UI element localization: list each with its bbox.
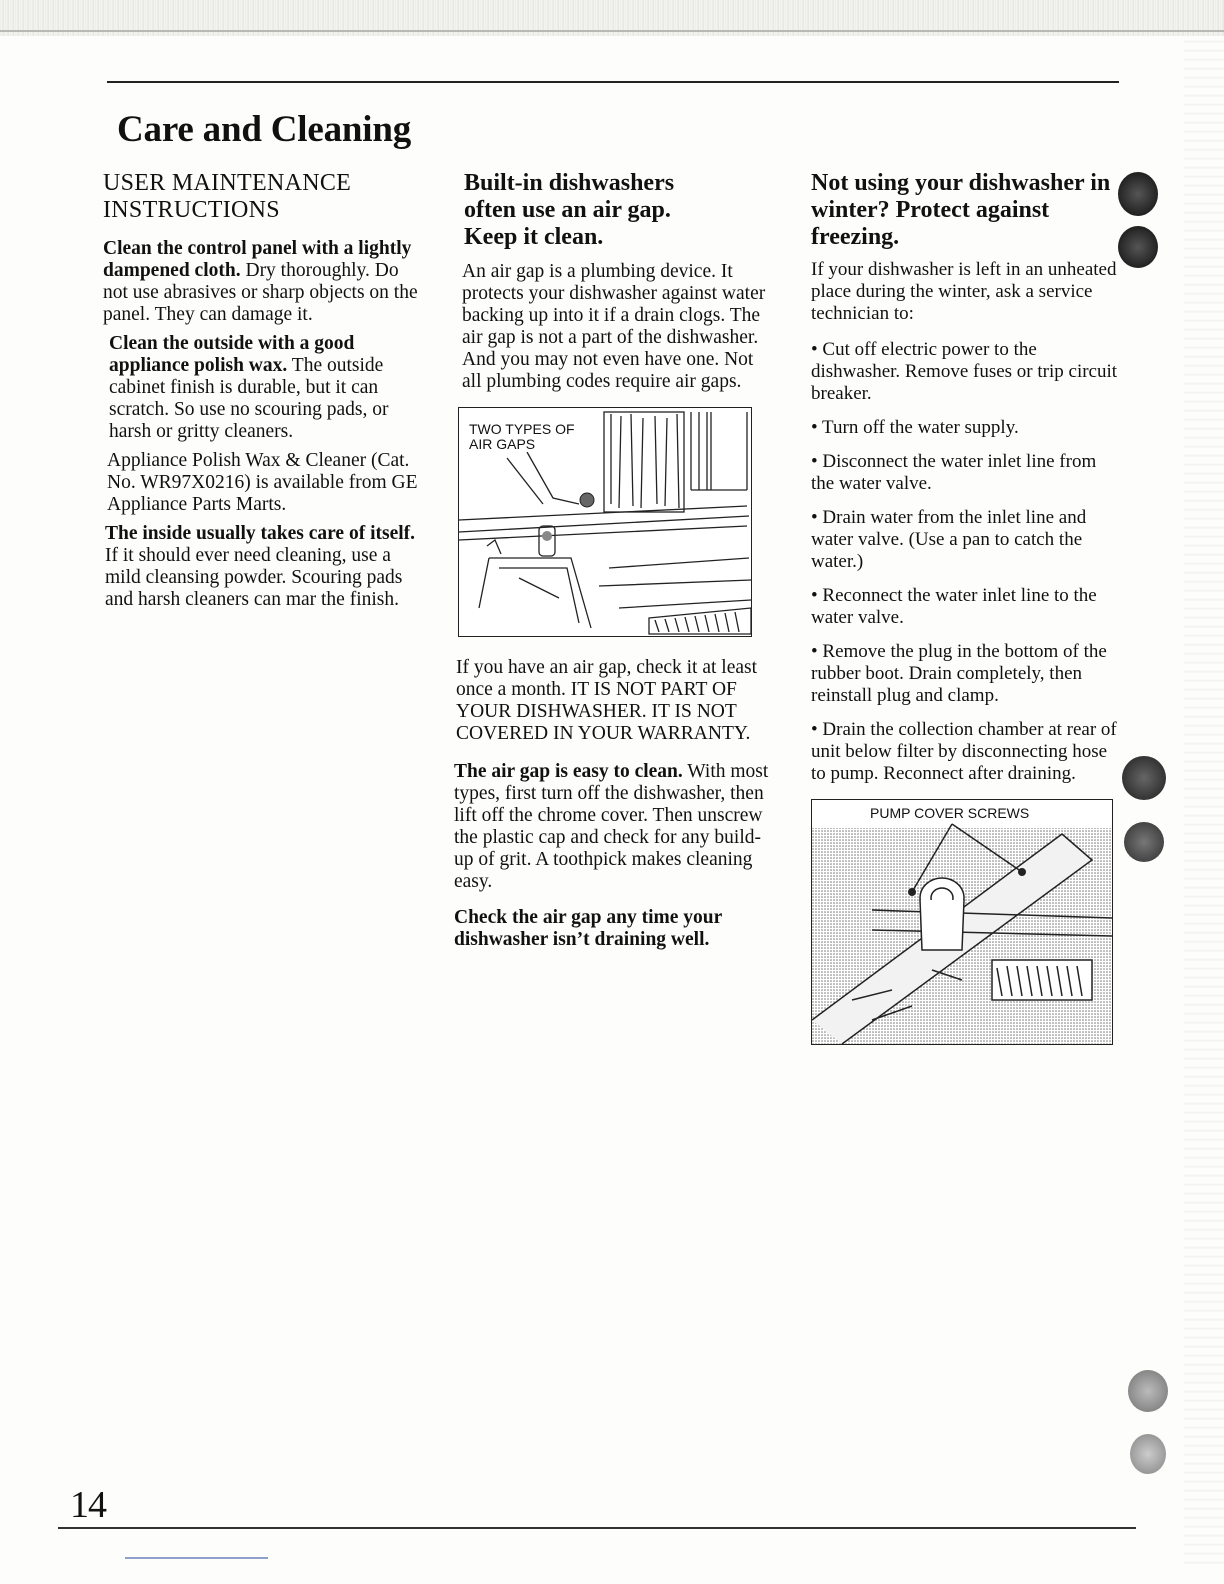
text-control-panel: Dry thoroughly. Do not use abrasives or sharp objects on the panel. They can damage it. — [103, 260, 418, 325]
scan-line-bottom — [125, 1557, 268, 1559]
figure-label-pump-cover: PUMP COVER SCREWS — [870, 805, 1030, 821]
footer-rule — [58, 1527, 1136, 1529]
paragraph-outside — [109, 333, 423, 443]
bullet-reconnect-inlet: • Reconnect the water inlet line to the water valve. — [811, 585, 1097, 628]
binder-dot-4 — [1124, 822, 1164, 862]
scan-line-top — [0, 30, 1224, 32]
binder-dot-1 — [1118, 172, 1158, 216]
lead-control-panel: Clean the control panel with a lightly dampened cloth. — [103, 238, 412, 281]
lead-inside: The inside usually takes care of itself. — [105, 523, 416, 544]
paragraph-inside — [105, 523, 423, 611]
paragraph-winter-intro: If your dishwasher is left in an unheated place during the winter, ask a service technician to: — [811, 259, 1117, 324]
column-air-gap — [454, 170, 774, 958]
scan-artifact-right — [1184, 40, 1224, 1570]
bullet-disconnect-inlet: • Disconnect the water inlet line from the water valve. — [811, 451, 1097, 494]
paragraph-check-monthly: If you have an air gap, check it at least once a month. IT IS NOT PART OF YOUR DISHWASHER. IT IS NOT COVERED IN YOUR WARRANTY. — [456, 657, 758, 744]
paragraph-check-draining: Check the air gap any time your dishwasher isn’t draining well. — [454, 907, 722, 950]
pump-cover-illustration — [812, 800, 1112, 1044]
lead-easy-clean: The air gap is easy to clean. — [454, 761, 683, 782]
binder-dot-6 — [1130, 1434, 1166, 1474]
header-rule — [107, 81, 1119, 83]
paragraph-air-gap-intro: An air gap is a plumbing device. It protects your dishwasher against water backing up into it if a drain clogs. The air gap is not a part of the dishwasher. And you may not even have one. Not all plumbing codes require air gaps. — [462, 261, 766, 392]
paragraph-control-panel — [103, 238, 423, 326]
heading-air-gap: Built-in dishwashers often use an air gap. Keep it clean. — [464, 170, 675, 250]
column-user-maintenance — [103, 170, 423, 618]
text-outside: The outside cabinet finish is durable, but it can scratch. So use no scouring pads, or harsh or gritty cleaners. — [109, 355, 389, 442]
binder-dot-3 — [1122, 756, 1166, 800]
paragraph-polish-wax: Appliance Polish Wax & Cleaner (Cat. No. WR97X0216) is available from GE Appliance Parts Marts. — [107, 450, 418, 515]
heading-user-maintenance: USER MAINTENANCE INSTRUCTIONS — [103, 170, 352, 223]
binder-dot-2 — [1118, 226, 1158, 268]
paragraph-easy-clean — [454, 761, 774, 893]
bullet-water-supply: • Turn off the water supply. — [811, 417, 1019, 438]
bullet-cut-power: • Cut off electric power to the dishwasher. Remove fuses or trip circuit breaker. — [811, 339, 1118, 404]
bullet-remove-plug: • Remove the plug in the bottom of the rubber boot. Drain completely, then reinstall plug and clamp. — [811, 641, 1107, 706]
figure-pump-cover — [811, 799, 1113, 1045]
bullet-drain-chamber: • Drain the collection chamber at rear of unit below filter by disconnecting hose to pump. Reconnect after draining. — [811, 719, 1117, 784]
binder-dot-5 — [1128, 1370, 1168, 1412]
figure-label-air-gaps: TWO TYPES OF AIR GAPS — [469, 422, 589, 452]
text-inside: If it should ever need cleaning, use a mild cleansing powder. Scouring pads and harsh cleaners can mar the finish. — [105, 545, 403, 610]
text-easy-clean: With most types, first turn off the dishwasher, then lift off the chrome cover. Then unscrew the plastic cap and check for any build-up of grit. A toothpick makes cleaning easy. — [454, 761, 769, 892]
heading-winter: Not using your dishwasher in winter? Protect against freezing. — [811, 170, 1111, 250]
lead-outside: Clean the outside with a good appliance polish wax. — [109, 333, 355, 376]
bullet-drain-water: • Drain water from the inlet line and water valve. (Use a pan to catch the water.) — [811, 507, 1087, 572]
page-title: Care and Cleaning — [117, 109, 412, 150]
column-winter — [811, 170, 1121, 1045]
page-number: 14 — [70, 1484, 106, 1526]
figure-air-gaps — [458, 407, 752, 637]
